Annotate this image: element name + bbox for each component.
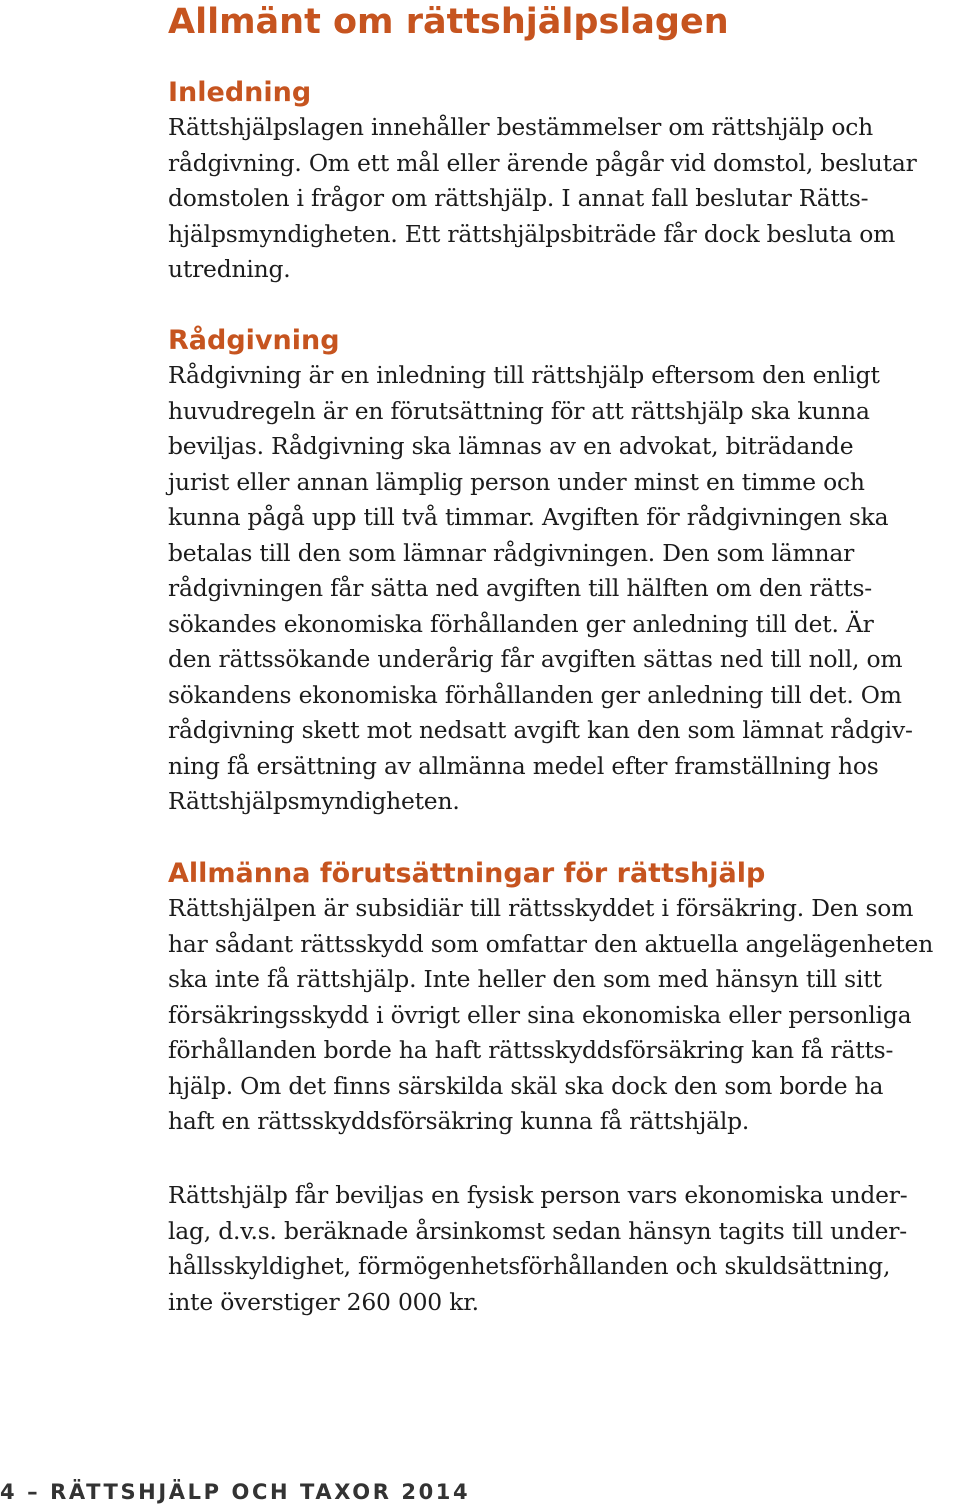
body-line: förhållanden borde ha haft rättsskyddsförsäkring kan få rätts- (168, 1036, 894, 1064)
body-line: Rådgivning är en inledning till rättshjälp eftersom den enligt (168, 361, 880, 389)
body-line: sökandens ekonomiska förhållanden ger anledning till det. Om (168, 680, 902, 709)
body-line: Rättshjälpen är subsidiär till rättsskyddet i försäkring. Den som (168, 894, 914, 922)
body-line: huvudregeln är en förutsättning för att rättshjälp ska kunna (168, 396, 870, 425)
section-heading: Rådgivning (168, 325, 340, 356)
body-line: inte överstiger 260 000 kr. (168, 1287, 479, 1316)
section-allmanna-forutsattningar (168, 857, 960, 1140)
body-line: rådgivning skett mot nedsatt avgift kan den som lämnat rådgiv- (168, 716, 913, 744)
body-line: betalas till den som lämnar rådgivningen. Den som lämnar (168, 538, 855, 567)
body-line: hjälpsmyndigheten. Ett rättshjälpsbiträde får dock besluta om (168, 219, 896, 248)
body-line: beviljas. Rådgivning ska lämnas av en advokat, biträdande (168, 432, 854, 460)
body-line: har sådant rättsskydd som omfattar den aktuella angelägenheten (168, 929, 934, 958)
section-income-paragraph (168, 1178, 960, 1320)
section-radgivning (168, 324, 960, 820)
body-line: försäkringsskydd i övrigt eller sina ekonomiska eller personliga (168, 1000, 912, 1029)
body-line: hjälp. Om det finns särskilda skäl ska dock den som borde ha (168, 1071, 884, 1100)
body-line: sökandes ekonomiska förhållanden ger anledning till det. Är (168, 609, 874, 638)
body-line: Rättshjälpsmyndigheten. (168, 787, 460, 815)
body-line: hållsskyldighet, förmögenhetsförhållanden och skuldsättning, (168, 1252, 891, 1280)
section-heading: Allmänna förutsättningar för rättshjälp (168, 858, 766, 889)
body-line: ska inte få rättshjälp. Inte heller den som med hänsyn till sitt (168, 965, 882, 993)
section-inledning (168, 76, 960, 288)
page-footer: 4 – RÄTTSHJÄLP OCH TAXOR 2014 (0, 1480, 471, 1504)
body-line: rådgivningen får sätta ned avgiften till hälften om den rätts- (168, 574, 872, 602)
body-line: jurist eller annan lämplig person under minst en timme och (168, 467, 865, 496)
body-line: Rättshjälpslagen innehåller bestämmelser om rättshjälp och (168, 113, 873, 141)
body-line: utredning. (168, 255, 291, 283)
body-line: lag, d.v.s. beräknade årsinkomst sedan hänsyn tagits till under- (168, 1216, 907, 1245)
body-line: rådgivning. Om ett mål eller ärende pågår vid domstol, beslutar (168, 148, 917, 177)
body-line: kunna pågå upp till två timmar. Avgiften för rådgivningen ska (168, 503, 889, 531)
body-line: den rättssökande underårig får avgiften sättas ned till noll, om (168, 645, 903, 673)
page-title: Allmänt om rättshjälpslagen (168, 2, 729, 42)
body-line: domstolen i frågor om rättshjälp. I annat fall beslutar Rätts- (168, 184, 869, 212)
body-line: ning få ersättning av allmänna medel efter framställning hos (168, 751, 879, 780)
body-line: haft en rättsskyddsförsäkring kunna få rättshjälp. (168, 1107, 750, 1135)
section-heading: Inledning (168, 77, 312, 108)
body-line: Rättshjälp får beviljas en fysisk person vars ekonomiska under- (168, 1181, 908, 1209)
